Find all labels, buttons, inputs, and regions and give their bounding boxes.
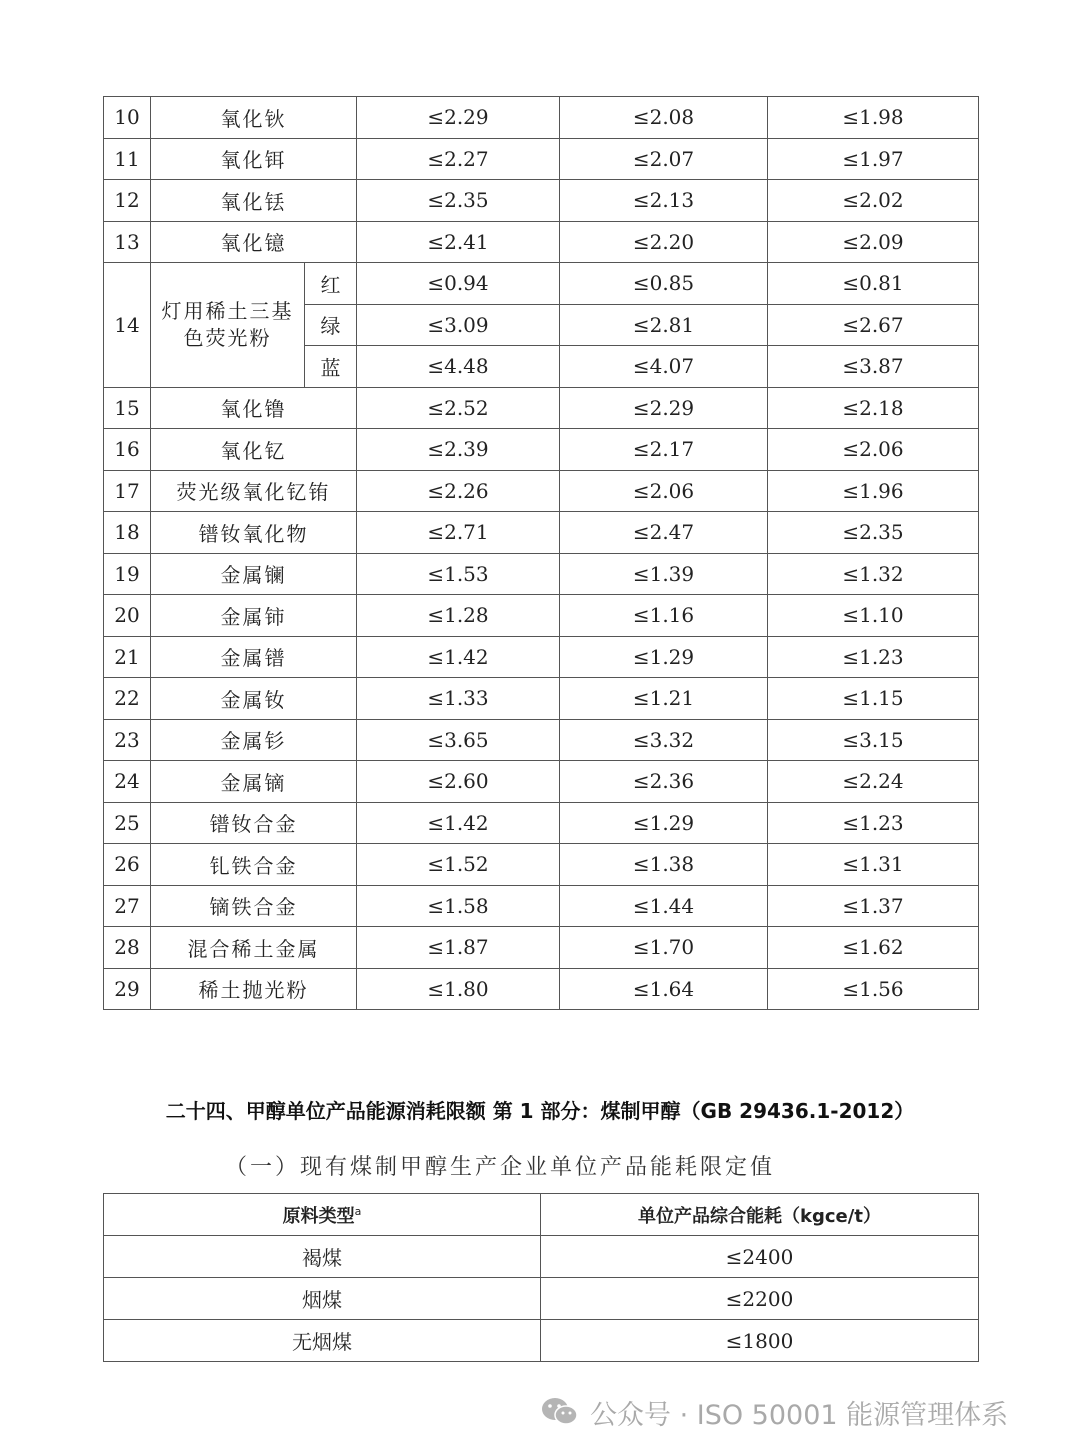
row-number-cell: 19 [104,553,151,595]
table-row [104,1320,979,1362]
limit-value-cell: ≤1.53 [357,553,560,595]
advanced-value-cell: ≤2.67 [768,304,979,346]
row-number-cell: 24 [104,761,151,803]
limit-value-cell: ≤0.94 [357,263,560,305]
table-row [104,263,979,305]
product-name-cell: 氧化钇 [151,429,357,471]
product-name-cell: 金属钐 [151,719,357,761]
limit-value-cell: ≤1.80 [357,968,560,1010]
row-number-cell: 29 [104,968,151,1010]
row-number-cell: 27 [104,885,151,927]
limit-value-cell: ≤1.87 [357,927,560,969]
product-name-cell: 荧光级氧化钇铕 [151,470,357,512]
table-row [104,97,979,139]
table-row [104,180,979,222]
section-title: 二十四、甲醇单位产品能源消耗限额 第 1 部分：煤制甲醇（GB 29436.1-2012） [165,1099,915,1123]
table-row [104,678,979,720]
energy-limit-table [103,96,979,1010]
limit-value-cell: ≤2.41 [357,221,560,263]
advanced-value-cell: ≤1.98 [768,97,979,139]
wechat-icon [540,1396,580,1428]
product-name-cell: 混合稀土金属 [151,927,357,969]
access-value-cell: ≤1.70 [560,927,768,969]
product-name-cell: 金属钕 [151,678,357,720]
advanced-value-cell: ≤2.09 [768,221,979,263]
advanced-value-cell: ≤1.97 [768,138,979,180]
advanced-value-cell: ≤2.24 [768,761,979,803]
row-number-cell: 26 [104,844,151,886]
advanced-value-cell: ≤2.18 [768,387,979,429]
product-name-cell: 金属镝 [151,761,357,803]
advanced-value-cell: ≤2.35 [768,512,979,554]
advanced-value-cell: ≤1.37 [768,885,979,927]
access-value-cell: ≤2.08 [560,97,768,139]
row-number-cell: 14 [104,263,151,388]
access-value-cell: ≤2.20 [560,221,768,263]
feedstock-cell: 无烟煤 [104,1320,541,1362]
row-number-cell: 16 [104,429,151,471]
row-number-cell: 13 [104,221,151,263]
limit-value-cell: ≤3.65 [357,719,560,761]
table-row [104,221,979,263]
access-value-cell: ≤2.07 [560,138,768,180]
footer-text: 公众号 · ISO 50001 能源管理体系 [590,1399,1009,1431]
product-name-cell: 金属镧 [151,553,357,595]
table-row [104,595,979,637]
table-row [104,553,979,595]
product-name-cell: 稀土抛光粉 [151,968,357,1010]
access-value-cell: ≤1.39 [560,553,768,595]
access-value-cell: ≤1.21 [560,678,768,720]
limit-value-cell: ≤4.48 [357,346,560,388]
row-number-cell: 25 [104,802,151,844]
limit-value-cell: ≤1.28 [357,595,560,637]
table-row [104,968,979,1010]
advanced-value-cell: ≤3.87 [768,346,979,388]
feedstock-cell: 烟煤 [104,1278,541,1320]
advanced-value-cell: ≤1.23 [768,802,979,844]
footnote-marker: a [354,1204,362,1218]
advanced-value-cell: ≤1.56 [768,968,979,1010]
product-name-cell: 金属铈 [151,595,357,637]
access-value-cell: ≤2.36 [560,761,768,803]
advanced-value-cell: ≤2.02 [768,180,979,222]
row-number-cell: 23 [104,719,151,761]
product-name-cell: 钆铁合金 [151,844,357,886]
row-number-cell: 18 [104,512,151,554]
access-value-cell: ≤3.32 [560,719,768,761]
limit-value-cell: ≤1.52 [357,844,560,886]
limit-value-cell: ≤3.09 [357,304,560,346]
row-number-cell: 12 [104,180,151,222]
access-value-cell: ≤2.13 [560,180,768,222]
limit-value-cell: ≤1.42 [357,636,560,678]
limit-value-cell: ≤2.39 [357,429,560,471]
access-value-cell: ≤1.29 [560,802,768,844]
table-row [104,927,979,969]
access-value-cell: ≤1.16 [560,595,768,637]
access-value-cell: ≤1.29 [560,636,768,678]
table-row [104,470,979,512]
table-row [104,636,979,678]
value-cell: ≤1800 [541,1320,979,1362]
table-row [104,844,979,886]
row-number-cell: 28 [104,927,151,969]
table-header-row [104,1194,979,1236]
row-number-cell: 17 [104,470,151,512]
limit-value-cell: ≤2.26 [357,470,560,512]
row-number-cell: 20 [104,595,151,637]
advanced-value-cell: ≤3.15 [768,719,979,761]
row-number-cell: 22 [104,678,151,720]
methanol-energy-table [103,1193,979,1362]
header-feedstock-type [104,1194,541,1236]
table-row [104,885,979,927]
row-number-cell: 15 [104,387,151,429]
table-row [104,138,979,180]
table-row [104,387,979,429]
access-value-cell: ≤1.64 [560,968,768,1010]
access-value-cell: ≤0.85 [560,263,768,305]
access-value-cell: ≤2.06 [560,470,768,512]
limit-value-cell: ≤2.29 [357,97,560,139]
limit-value-cell: ≤2.60 [357,761,560,803]
table-row [104,1278,979,1320]
access-value-cell: ≤1.38 [560,844,768,886]
advanced-value-cell: ≤1.10 [768,595,979,637]
row-number-cell: 21 [104,636,151,678]
advanced-value-cell: ≤0.81 [768,263,979,305]
header-energy-consumption: 单位产品综合能耗（kgce/t） [541,1194,979,1236]
row-number-cell: 11 [104,138,151,180]
product-name-cell: 氧化钬 [151,97,357,139]
product-name-cell: 镨钕氧化物 [151,512,357,554]
product-name-cell: 氧化铥 [151,180,357,222]
access-value-cell: ≤2.81 [560,304,768,346]
product-name-cell: 金属镨 [151,636,357,678]
watermark-footer [540,1392,1008,1432]
access-value-cell: ≤2.17 [560,429,768,471]
advanced-value-cell: ≤1.15 [768,678,979,720]
table-row [104,719,979,761]
color-subtype-cell: 蓝 [305,346,357,388]
feedstock-cell: 褐煤 [104,1236,541,1278]
table-row [104,802,979,844]
advanced-value-cell: ≤2.06 [768,429,979,471]
product-name-cell: 灯用稀土三基色荧光粉 [151,263,305,388]
limit-value-cell: ≤1.58 [357,885,560,927]
product-name-cell: 氧化镱 [151,221,357,263]
limit-value-cell: ≤1.33 [357,678,560,720]
access-value-cell: ≤2.47 [560,512,768,554]
subsection-title: （一）现有煤制甲醇生产企业单位产品能耗限定值 [225,1155,776,1180]
advanced-value-cell: ≤1.31 [768,844,979,886]
limit-value-cell: ≤1.42 [357,802,560,844]
table-row [104,512,979,554]
product-name-cell: 镨钕合金 [151,802,357,844]
color-subtype-cell: 绿 [305,304,357,346]
header-feedstock-label: 原料类型 [282,1205,355,1227]
limit-value-cell: ≤2.71 [357,512,560,554]
advanced-value-cell: ≤1.96 [768,470,979,512]
product-name-cell: 氧化铒 [151,138,357,180]
value-cell: ≤2200 [541,1278,979,1320]
access-value-cell: ≤1.44 [560,885,768,927]
table-row [104,761,979,803]
access-value-cell: ≤4.07 [560,346,768,388]
table-row [104,429,979,471]
access-value-cell: ≤2.29 [560,387,768,429]
limit-value-cell: ≤2.27 [357,138,560,180]
product-name-cell: 镝铁合金 [151,885,357,927]
table-row [104,1236,979,1278]
advanced-value-cell: ≤1.62 [768,927,979,969]
product-name-cell: 氧化镥 [151,387,357,429]
color-subtype-cell: 红 [305,263,357,305]
limit-value-cell: ≤2.52 [357,387,560,429]
value-cell: ≤2400 [541,1236,979,1278]
limit-value-cell: ≤2.35 [357,180,560,222]
advanced-value-cell: ≤1.32 [768,553,979,595]
advanced-value-cell: ≤1.23 [768,636,979,678]
row-number-cell: 10 [104,97,151,139]
